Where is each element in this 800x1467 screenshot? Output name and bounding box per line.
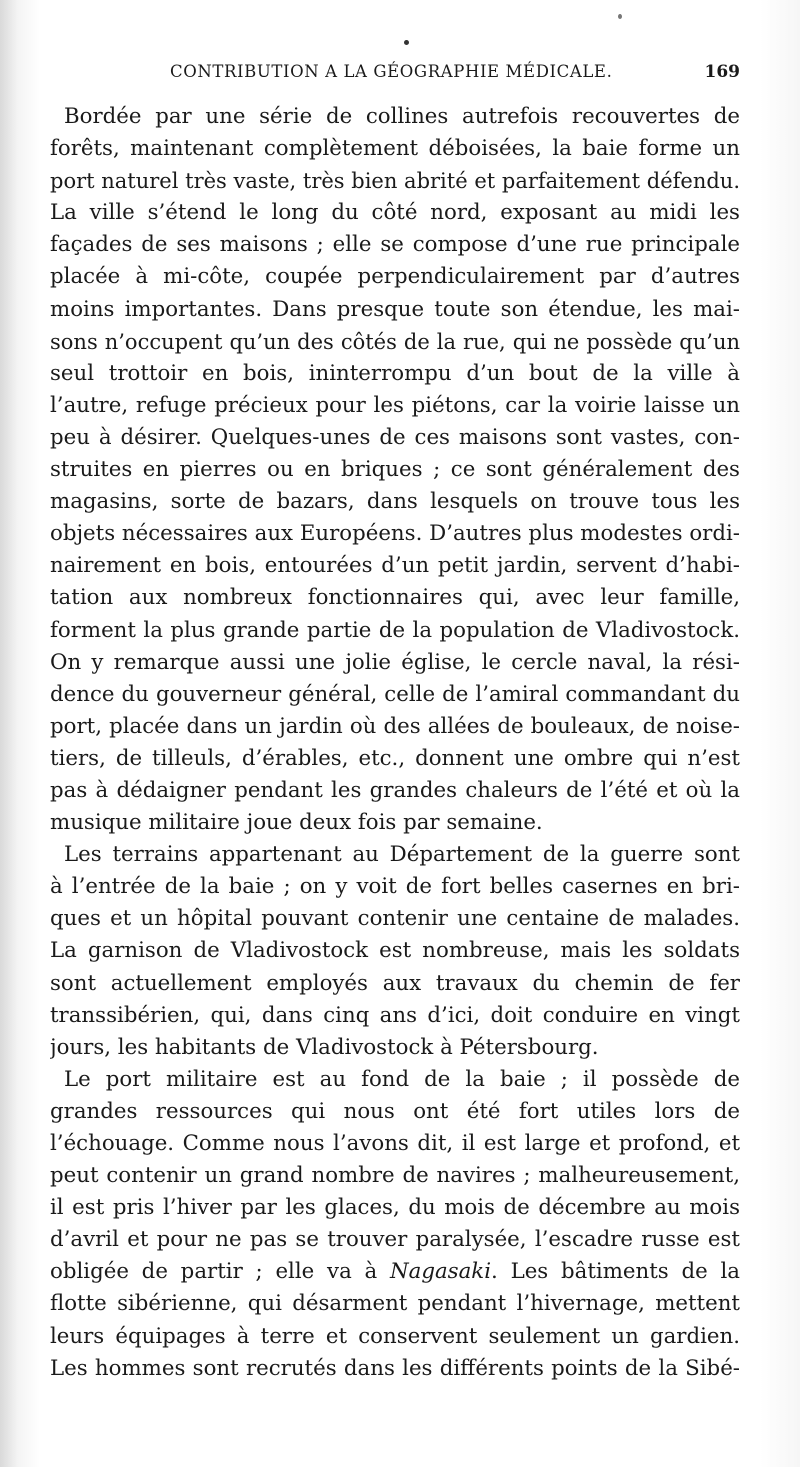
text-line: sont actuellement employés aux travaux du chemin de fer xyxy=(50,970,740,996)
italic-place-name: Nagasaki xyxy=(390,1259,492,1285)
text-line: forêts, maintenant complètement déboisées, la baie forme un xyxy=(50,136,740,162)
text-line: struites en pierres ou en briques ; ce sont généralement des xyxy=(50,457,740,483)
text-line: d’avril et pour ne pas se trouver paralysée, l’escadre russe est xyxy=(50,1227,740,1253)
text-line: pas à dédaigner pendant les grandes chaleurs de l’été et où la xyxy=(50,777,740,803)
print-speck xyxy=(618,14,622,19)
running-title: CONTRIBUTION A LA GÉOGRAPHIE MÉDICALE. xyxy=(170,62,613,81)
text-line: seul trottoir en bois, ininterrompu d’un bout de la ville à xyxy=(50,360,740,386)
text-line: leurs équipages à terre et conservent seulement un gardien. xyxy=(50,1323,740,1349)
text-line: magasins, sorte de bazars, dans lesquels on trouve tous les xyxy=(50,489,740,515)
text-line: forment la plus grande partie de la population de Vladivostock. xyxy=(50,617,740,643)
text-line: sons n’occupent qu’un des côtés de la rue, qui ne possède qu’un xyxy=(50,329,740,354)
text-line: peu à désirer. Quelques-unes de ces maisons sont vastes, con- xyxy=(50,424,740,450)
text-line: jours, les habitants de Vladivostock à Pétersbourg. xyxy=(50,1034,599,1060)
text-line: La garnison de Vladivostock est nombreuse, mais les soldats xyxy=(50,938,740,964)
text-line: ques et un hôpital pouvant contenir une centaine de malades. xyxy=(50,906,740,932)
text-line: il est pris l’hiver par les glaces, du mois de décembre au mois xyxy=(50,1195,740,1221)
text-line: peut contenir un grand nombre de navires ; malheureusement, xyxy=(50,1163,740,1189)
text-line: l’autre, refuge précieux pour les piétons, car la voirie laisse un xyxy=(50,392,740,418)
text-line: Bordée par une série de collines autrefois recouvertes de xyxy=(64,104,740,129)
text-line: moins importantes. Dans presque toute son étendue, les mai- xyxy=(50,296,740,322)
text-line: Les hommes sont recrutés dans les différents points de la Sibé- xyxy=(50,1355,740,1381)
text-line: nairement en bois, entourées d’un petit jardin, servent d’habi- xyxy=(50,553,740,579)
text-line: tation aux nombreux fonctionnaires qui, avec leur famille, xyxy=(50,585,740,611)
text-line: flotte sibérienne, qui désarment pendant l’hivernage, mettent xyxy=(50,1291,740,1317)
text-line: La ville s’étend le long du côté nord, exposant au midi les xyxy=(50,200,740,226)
text-line: l’échouage. Comme nous l’avons dit, il est large et profond, et xyxy=(50,1131,740,1156)
print-speck xyxy=(404,40,409,45)
text-line: port naturel très vaste, très bien abrité et parfaitement défendu. xyxy=(50,169,740,194)
text-line: façades de ses maisons ; elle se compose d’une rue principale xyxy=(50,232,740,258)
running-header xyxy=(0,62,800,92)
page-number: 169 xyxy=(704,62,740,82)
text-line: tiers, de tilleuls, d’érables, etc., donnent une ombre qui n’est xyxy=(50,745,740,771)
text-line: obligée de partir ; elle va à Nagasaki. Les bâtiments de la xyxy=(50,1259,740,1285)
text-line: dence du gouverneur général, celle de l’amiral commandant du xyxy=(50,681,740,707)
text-line: port, placée dans un jardin où des allées de bouleaux, de noise- xyxy=(50,713,740,739)
text-line: à l’entrée de la baie ; on y voit de fort belles casernes en bri- xyxy=(50,874,740,900)
text-line: On y remarque aussi une jolie église, le cercle naval, la rési- xyxy=(50,649,740,675)
text-line: Les terrains appartenant au Département de la guerre sont xyxy=(64,842,740,868)
text-line: placée à mi-côte, coupée perpendiculairement par d’autres xyxy=(50,264,740,290)
text-line: musique militaire joue deux fois par semaine. xyxy=(50,810,543,836)
text-line: Le port militaire est au fond de la baie ; il possède de xyxy=(64,1066,740,1092)
text-line: transsibérien, qui, dans cinq ans d’ici, doit conduire en vingt xyxy=(50,1002,740,1028)
text-line: grandes ressources qui nous ont été fort utiles lors de xyxy=(50,1098,740,1124)
text-line: objets nécessaires aux Européens. D’autres plus modestes ordi- xyxy=(50,521,740,547)
body-text xyxy=(50,101,740,1385)
